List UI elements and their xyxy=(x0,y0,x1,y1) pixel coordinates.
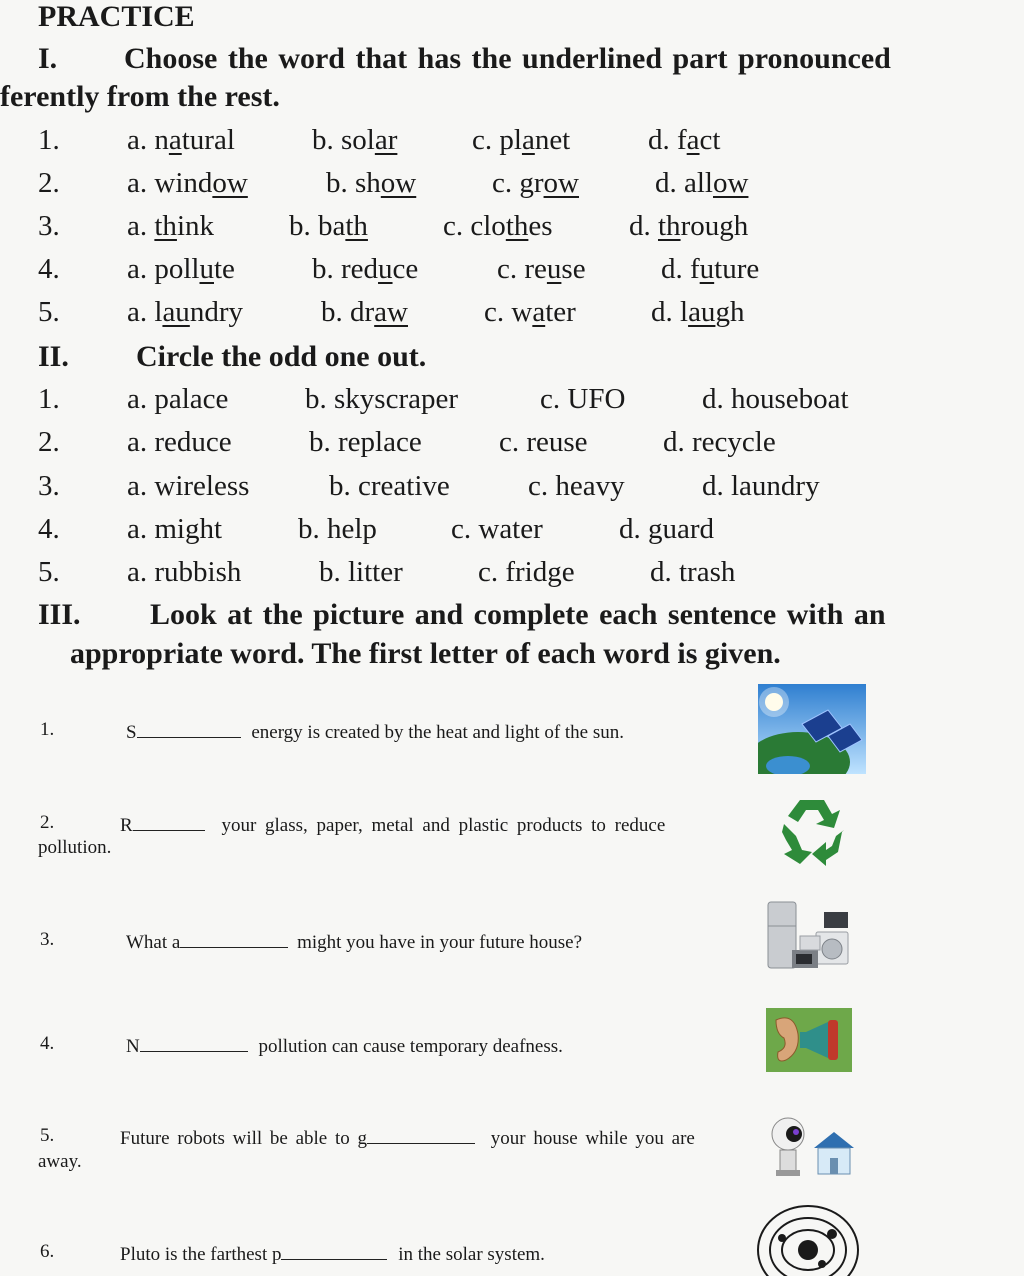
word-suffix: te xyxy=(214,253,235,285)
answer-option[interactable] xyxy=(127,167,248,200)
answer-option[interactable]: c. water xyxy=(451,513,543,545)
question-number: 1. xyxy=(38,124,60,156)
answer-option[interactable] xyxy=(661,253,759,286)
word-suffix: ct xyxy=(699,124,721,156)
option-letter: a. xyxy=(127,124,155,156)
option-letter: d. xyxy=(651,296,680,328)
answer-option[interactable]: b. replace xyxy=(309,426,422,458)
answer-option[interactable] xyxy=(321,296,408,329)
answer-option[interactable] xyxy=(127,210,214,243)
option-letter: a. xyxy=(127,167,155,199)
answer-option[interactable]: a. might xyxy=(127,513,223,545)
item-sentence xyxy=(126,719,624,744)
section-1-number: I. xyxy=(38,42,58,75)
item-sentence xyxy=(120,1125,695,1150)
question-number: 2. xyxy=(38,167,60,199)
answer-option[interactable] xyxy=(497,253,586,286)
answer-blank[interactable] xyxy=(140,1033,248,1052)
underlined-part: aw xyxy=(374,296,408,328)
sentence-text: pollution can cause temporary deafness. xyxy=(258,1036,563,1057)
answer-option[interactable] xyxy=(492,167,579,200)
given-letter: R xyxy=(120,815,133,836)
word-prefix: f xyxy=(690,253,700,285)
underlined-part: ow xyxy=(713,167,749,199)
word-prefix: pl xyxy=(499,124,522,156)
word-prefix: l xyxy=(154,296,163,328)
item-sentence xyxy=(126,929,582,954)
option-letter: a. xyxy=(127,210,155,242)
sentence-text: energy is created by the heat and light of the sun. xyxy=(251,722,624,743)
given-letter: What a xyxy=(126,932,181,953)
word-prefix: sh xyxy=(355,167,381,199)
item-sentence-cont: pollution. xyxy=(38,837,112,858)
underlined-part: au xyxy=(688,296,716,328)
word-prefix: n xyxy=(154,124,169,156)
answer-option[interactable] xyxy=(629,210,748,243)
answer-option[interactable] xyxy=(648,124,720,157)
underlined-part: th xyxy=(505,210,529,242)
section-3-number: III. xyxy=(38,598,81,631)
answer-option[interactable]: a. palace xyxy=(127,383,229,415)
underlined-part: ow xyxy=(543,167,579,199)
underlined-part: a xyxy=(168,124,182,156)
answer-option[interactable]: a. rubbish xyxy=(127,556,242,588)
option-letter: b. xyxy=(289,210,318,242)
solar-system-picture xyxy=(752,1204,862,1276)
word-prefix: gr xyxy=(519,167,544,199)
word-suffix: net xyxy=(534,124,571,156)
word-prefix: red xyxy=(341,253,379,285)
word-suffix: tural xyxy=(181,124,235,156)
item-number: 2. xyxy=(40,812,55,833)
item-sentence xyxy=(120,812,665,837)
underlined-part: ar xyxy=(374,124,398,156)
answer-blank[interactable] xyxy=(133,812,205,831)
question-number: 1. xyxy=(38,383,60,415)
answer-blank[interactable] xyxy=(180,929,288,948)
answer-option[interactable] xyxy=(655,167,748,200)
word-suffix: gh xyxy=(715,296,745,328)
section-3-heading-cont: appropriate word. The first letter of each word is given. xyxy=(70,637,781,670)
question-number: 2. xyxy=(38,426,60,458)
answer-option[interactable] xyxy=(472,124,570,157)
option-letter: c. xyxy=(484,296,512,328)
option-letter: d. xyxy=(629,210,658,242)
underlined-part: ow xyxy=(212,167,248,199)
given-letter: N xyxy=(126,1036,140,1057)
word-prefix: ba xyxy=(318,210,346,242)
answer-option[interactable] xyxy=(484,296,576,329)
option-letter: c. xyxy=(497,253,525,285)
answer-option[interactable] xyxy=(127,296,243,329)
word-suffix: ndry xyxy=(189,296,243,328)
given-letter: Future robots will be able to g xyxy=(120,1128,368,1149)
word-suffix: ter xyxy=(545,296,576,328)
word-prefix: l xyxy=(680,296,689,328)
recycle-picture xyxy=(780,796,846,866)
answer-option[interactable] xyxy=(312,253,418,286)
word-prefix: re xyxy=(524,253,547,285)
answer-option[interactable]: b. creative xyxy=(329,470,450,502)
word-suffix: ce xyxy=(392,253,419,285)
word-suffix: ture xyxy=(714,253,760,285)
option-letter: b. xyxy=(326,167,355,199)
appliances-picture xyxy=(764,898,852,974)
option-letter: b. xyxy=(321,296,350,328)
sentence-text: in the solar system. xyxy=(398,1244,545,1265)
answer-option[interactable]: d. guard xyxy=(619,513,715,545)
item-sentence xyxy=(126,1033,563,1058)
page-title: PRACTICE xyxy=(38,0,195,33)
underlined-part: u xyxy=(378,253,393,285)
underlined-part: th xyxy=(658,210,681,242)
option-letter: a. xyxy=(127,296,155,328)
answer-option[interactable]: c. UFO xyxy=(540,383,626,415)
answer-option[interactable] xyxy=(127,253,235,286)
word-suffix: rough xyxy=(680,210,749,242)
sentence-text: your glass, paper, metal and plastic products to reduce xyxy=(221,815,666,836)
answer-blank[interactable] xyxy=(367,1125,475,1144)
section-1-heading: Choose the word that has the underlined part pronounced xyxy=(124,42,891,75)
answer-option[interactable] xyxy=(326,167,416,200)
option-letter: c. xyxy=(443,210,471,242)
underlined-part: u xyxy=(199,253,214,285)
section-1-heading-cont: ferently from the rest. xyxy=(0,80,280,113)
section-3-heading: Look at the picture and complete each sentence with an xyxy=(150,598,886,631)
sentence-text: your house while you are xyxy=(490,1128,695,1149)
answer-option[interactable]: d. recycle xyxy=(663,426,776,458)
question-number: 5. xyxy=(38,296,60,328)
answer-option[interactable] xyxy=(443,210,553,243)
word-prefix: all xyxy=(684,167,713,199)
section-2-heading: Circle the odd one out. xyxy=(136,340,427,373)
answer-option[interactable] xyxy=(127,124,235,157)
word-suffix: ink xyxy=(176,210,214,242)
item-number: 1. xyxy=(40,719,55,740)
underlined-part: ow xyxy=(380,167,417,199)
answer-option[interactable] xyxy=(312,124,397,157)
underlined-part: a xyxy=(532,296,546,328)
underlined-part: u xyxy=(546,253,562,285)
answer-option[interactable]: d. laundry xyxy=(702,470,820,502)
word-suffix: se xyxy=(561,253,586,285)
answer-option[interactable] xyxy=(651,296,744,329)
word-prefix: w xyxy=(511,296,533,328)
option-letter: d. xyxy=(661,253,690,285)
answer-option[interactable] xyxy=(289,210,368,243)
word-prefix: sol xyxy=(341,124,375,156)
question-number: 5. xyxy=(38,556,60,588)
item-number: 3. xyxy=(40,929,55,950)
option-letter: b. xyxy=(312,124,341,156)
word-prefix: f xyxy=(677,124,687,156)
answer-option[interactable]: a. wireless xyxy=(127,470,250,502)
underlined-part: a xyxy=(521,124,535,156)
given-letter: S xyxy=(126,722,137,743)
section-2-number: II. xyxy=(38,340,69,373)
item-sentence xyxy=(120,1241,545,1266)
answer-option[interactable]: c. heavy xyxy=(528,470,625,502)
word-prefix: clo xyxy=(470,210,506,242)
word-prefix: dr xyxy=(350,296,375,328)
sentence-text: might you have in your future house? xyxy=(297,932,583,953)
option-letter: c. xyxy=(492,167,520,199)
question-number: 4. xyxy=(38,513,60,545)
underlined-part: u xyxy=(699,253,715,285)
solar-energy-picture xyxy=(758,684,866,774)
given-letter: Pluto is the farthest p xyxy=(120,1244,282,1265)
word-prefix: wind xyxy=(154,167,213,199)
answer-option[interactable]: a. reduce xyxy=(127,426,232,458)
question-number: 3. xyxy=(38,210,60,242)
option-letter: b. xyxy=(312,253,341,285)
answer-option[interactable]: b. help xyxy=(298,513,377,545)
answer-blank[interactable] xyxy=(137,719,241,738)
noise-picture xyxy=(766,1008,852,1072)
answer-option[interactable]: d. trash xyxy=(650,556,736,588)
item-number: 5. xyxy=(40,1125,55,1146)
underlined-part: th xyxy=(345,210,368,242)
answer-option[interactable]: c. reuse xyxy=(499,426,588,458)
item-sentence-cont: away. xyxy=(38,1151,82,1172)
option-letter: c. xyxy=(472,124,500,156)
question-number: 4. xyxy=(38,253,60,285)
underlined-part: a xyxy=(686,124,700,156)
answer-blank[interactable] xyxy=(281,1241,387,1260)
option-letter: a. xyxy=(127,253,155,285)
word-prefix: poll xyxy=(154,253,200,285)
item-number: 4. xyxy=(40,1033,55,1054)
item-number: 6. xyxy=(40,1241,55,1262)
answer-option[interactable]: b. litter xyxy=(319,556,403,588)
answer-option[interactable]: d. houseboat xyxy=(702,383,849,415)
question-number: 3. xyxy=(38,470,60,502)
robot-house-picture xyxy=(766,1112,856,1182)
word-suffix: es xyxy=(528,210,553,242)
option-letter: d. xyxy=(648,124,677,156)
option-letter: d. xyxy=(655,167,684,199)
underlined-part: th xyxy=(154,210,177,242)
answer-option[interactable]: c. fridge xyxy=(478,556,575,588)
underlined-part: au xyxy=(162,296,190,328)
answer-option[interactable]: b. skyscraper xyxy=(305,383,459,415)
